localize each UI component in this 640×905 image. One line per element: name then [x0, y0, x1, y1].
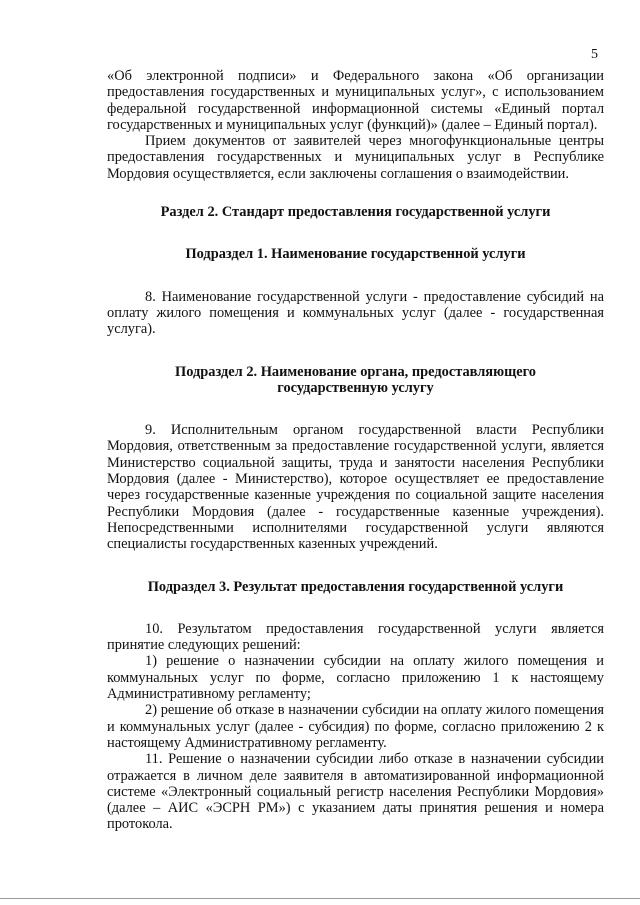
paragraph-8: 8. Наименование государственной услуги - предоставление субсидий на оплату жилого помещения и коммунальных услуг (далее - государственная услуга).: [107, 288, 604, 338]
paragraph-10: 10. Результатом предоставления государственной услуги является принятие следующих решений:: [107, 620, 604, 654]
subsection-heading-2-line2: государственную услугу: [277, 379, 434, 396]
section-heading: Раздел 2. Стандарт предоставления государственной услуги: [160, 204, 551, 221]
paragraph-10-item-1: 1) решение о назначении субсидии на оплату жилого помещения и коммунальных услуг по форме, согласно приложению 1 к настоящему Административному регламенту;: [107, 653, 604, 703]
paragraph-mfc: Прием документов от заявителей через многофункциональные центры предоставления государственных и муниципальных услуг в Республике Мордовия осуществляется, если заключены соглашения о взаимодействии.: [107, 133, 604, 182]
subsection-heading-3: Подраздел 3. Результат предоставления государственной услуги: [147, 578, 564, 595]
subsection-heading-2-line1: Подраздел 2. Наименование органа, предоставляющего: [175, 363, 536, 380]
subsection-heading-1: Подраздел 1. Наименование государственной услуги: [185, 246, 526, 263]
paragraph-11: 11. Решение о назначении субсидии либо отказе в назначении субсидии отражается в личном деле заявителя в автоматизированной информационной системе «Электронный социальный регистр населения Республики Мордовия» (далее – АИС «ЭСРН РМ») с указанием даты принятия решения и номера протокола.: [107, 751, 604, 833]
subsection-heading-2: [107, 364, 604, 397]
document-body: [107, 68, 604, 833]
paragraph-10-item-2: 2) решение об отказе в назначении субсидии на оплату жилого помещения и коммунальных услуг (далее - субсидия) по форме, согласно приложению 2 к настоящему Административному регламенту.: [107, 702, 604, 751]
paragraph-9: 9. Исполнительным органом государственной власти Республики Мордовия, ответственным за предоставление государственной услуги, является Министерство социальной защиты, труда и занятости населения Республики Мордовия (далее - Министерство), которое осуществляет ее предоставление через государственные казенные учреждения по социальной защите населения Республики Мордовия (далее - государственные казенные учреждения). Непосредственными исполнителями государственной услуги являются специалисты государственных казенных учреждений.: [107, 422, 604, 553]
paragraph-continuation: «Об электронной подписи» и Федерального закона «Об организации предоставления государственных и муниципальных услуг», с использованием федеральной государственной информационной системы «Единый портал государственных и муниципальных услуг (функций)» (далее – Единый портал).: [107, 68, 604, 133]
bottom-edge-line: [0, 898, 640, 899]
page-number: 5: [591, 47, 598, 62]
